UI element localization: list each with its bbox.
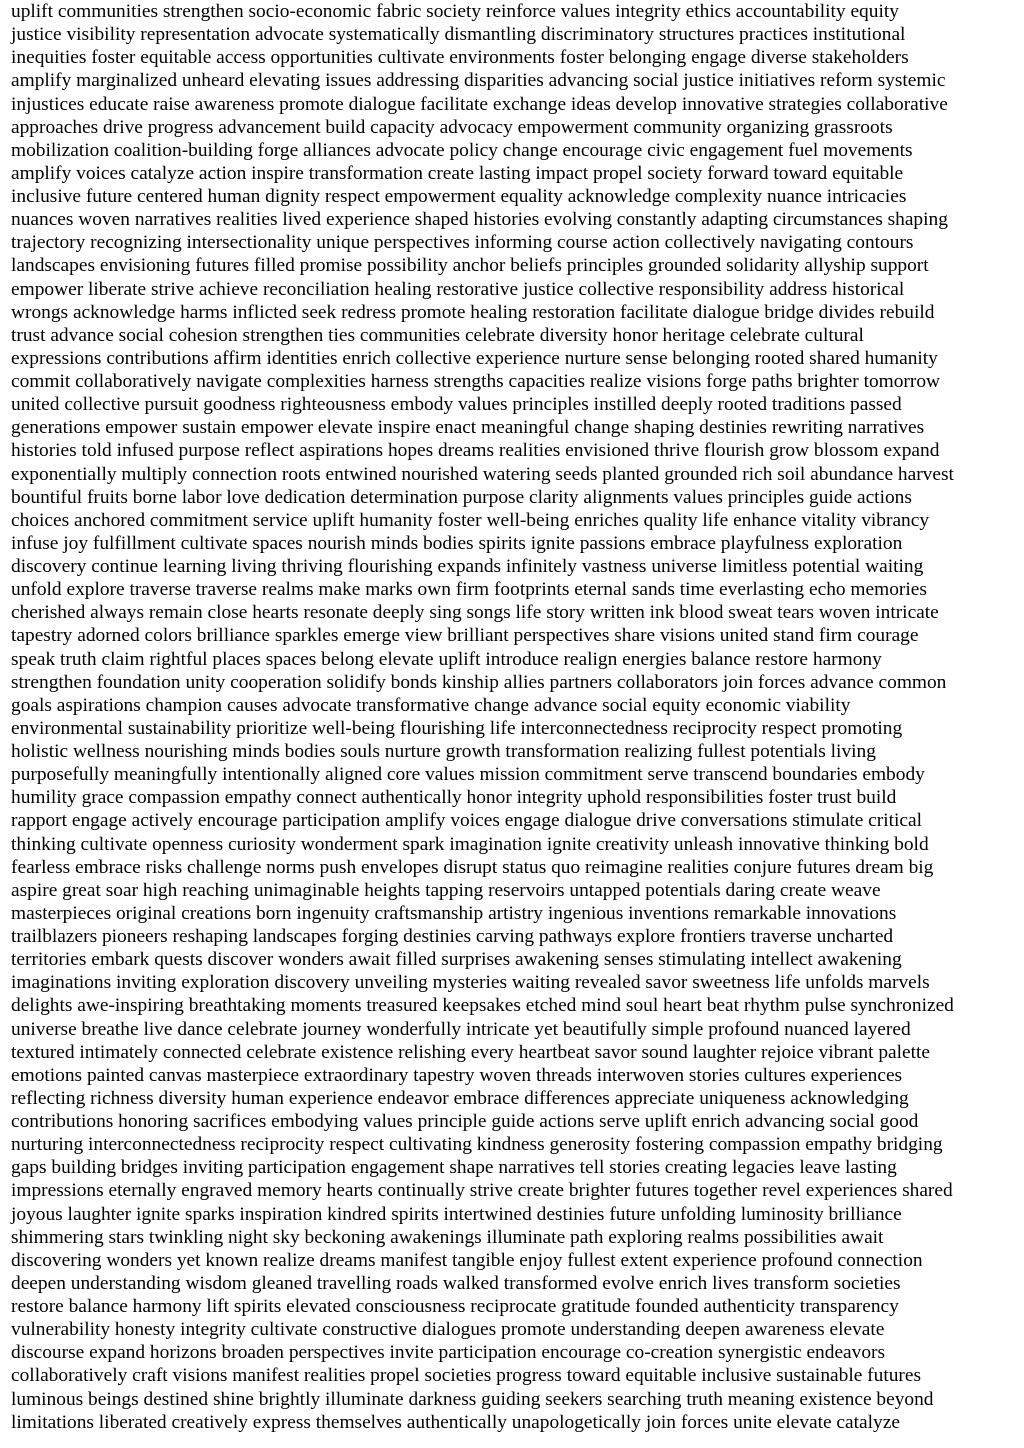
text-line: collaboratively craft visions manifest realities propel societies progress toward equitable inclusive sustainable futures [11,1365,922,1387]
text-line: impressions eternally engraved memory hearts continually strive create brighter futures together revel experiences shared [11,1180,953,1202]
text-line: commit collaboratively navigate complexities harness strengths capacities realize visions forge paths brighter tomorrow [11,371,941,392]
text-line: discovering wonders yet known realize dreams manifest tangible enjoy fullest extent experience profound connection [11,1249,923,1271]
text-line: inequities foster equitable access opportunities cultivate environments foster belonging engage diverse stakeholders [11,47,909,69]
text-line: aspire great soar high reaching unimaginable heights tapping reservoirs untapped potentials daring create weave [11,879,881,901]
text-line: purposefully meaningfully intentionally aligned core values mission commitment serve transcend boundaries embody [11,764,925,786]
text-line: holistic wellness nourishing minds bodies souls nurture growth transformation realizing fullest potentials living [11,741,876,762]
text-line: fearless embrace risks challenge norms push envelopes disrupt status quo reimagine realities conjure futures dream big [11,856,934,878]
text-line: limitations liberated creatively express themselves authentically unapologetically join forces unite elevate catalyze [11,1411,900,1433]
text-line: histories told infused purpose reflect aspirations hopes dreams realities envisioned thrive flourish grow blossom expand [11,440,940,462]
document-body [11,0,1021,1434]
text-line: injustices educate raise awareness promote dialogue facilitate exchange ideas develop innovative strategies collaborative [11,93,948,115]
text-line: bountiful fruits borne labor love dedication determination purpose clarity alignments values principles guide actions [11,486,912,508]
text-line: nurturing interconnectedness reciprocity respect cultivating kindness generosity fostering compassion empathy bridging [11,1134,943,1156]
text-line: exponentially multiply connection roots entwined nourished watering seeds planted grounded rich soil abundance harvest [11,463,954,485]
text-line: cherished always remain close hearts resonate deeply sing songs life story written ink blood sweat tears woven intricate [11,602,939,624]
text-line: contributions honoring sacrifices embodying values principle guide actions serve uplift enrich advancing social good [11,1111,919,1132]
text-line: approaches drive progress advancement build capacity advocacy empowerment community organizing grassroots [11,116,893,138]
text-line: shimmering stars twinkling night sky beckoning awakenings illuminate path exploring realms possibilities await [11,1226,884,1248]
text-line: uplift communities strengthen socio-economic fabric society reinforce values integrity ethics accountability equity [11,1,899,22]
text-line: masterpieces original creations born ingenuity craftsmanship artistry ingenious inventions remarkable innovations [11,902,897,924]
text-line: reflecting richness diversity human experience endeavor embrace differences appreciate uniqueness acknowledging [11,1087,909,1109]
text-line: emotions painted canvas masterpiece extraordinary tapestry woven threads interwoven stories cultures experiences [11,1064,903,1086]
text-line: textured intimately connected celebrate existence relishing every heartbeat savor sound laughter rejoice vibrant palette [11,1041,931,1063]
text-line: tapestry adorned colors brilliance sparkles emerge view brilliant perspectives share visions united stand firm courage [11,625,919,647]
text-line: humility grace compassion empathy connect authentically honor integrity uphold responsibilities foster trust build [11,787,897,809]
text-line: goals aspirations champion causes advocate transformative change advance social equity economic viability [11,694,851,716]
text-line: thinking cultivate openness curiosity wonderment spark imagination ignite creativity unleash innovative thinking bold [11,833,929,855]
text-line: environmental sustainability prioritize well-being flourishing life interconnectedness reciprocity respect promoting [11,717,903,739]
text-line: discourse expand horizons broaden perspectives invite participation encourage co-creation synergistic endeavors [11,1342,886,1364]
text-line: trailblazers pioneers reshaping landscapes forging destinies carving pathways explore frontiers traverse uncharted [11,926,894,947]
text-line: united collective pursuit goodness righteousness embody values principles instilled deeply rooted traditions passed [11,394,902,416]
text-line: nuances woven narratives realities lived experience shaped histories evolving constantly adapting circumstances shaping [11,209,948,231]
text-line: inclusive future centered human dignity respect empowerment equality acknowledge complexity nuance intricacies [11,186,907,207]
text-line: delights awe-inspiring breathtaking moments treasured keepsakes etched mind soul heart beat rhythm pulse synchronized [11,995,954,1017]
text-line: trust advance social cohesion strengthen ties communities celebrate diversity honor heritage celebrate cultural [11,324,864,346]
text-line: luminous beings destined shine brightly illuminate darkness guiding seekers searching truth meaning existence beyond [11,1388,934,1410]
text-line: gaps building bridges inviting participation engagement shape narratives tell stories creating legacies leave lasting [11,1157,897,1179]
text-line: deepen understanding wisdom gleaned travelling roads walked transformed evolve enrich lives transform societies [11,1272,901,1294]
text-line: landscapes envisioning futures filled promise possibility anchor beliefs principles grounded solidarity allyship support [11,255,929,277]
text-line: vulnerability honesty integrity cultivate constructive dialogues promote understanding deepen awareness elevate [11,1319,885,1341]
text-line: universe breathe live dance celebrate journey wonderfully intricate yet beautifully simple profound nuanced layered [11,1018,911,1040]
text-line: speak truth claim rightful places spaces belong elevate uplift introduce realign energies balance restore harmony [11,648,882,670]
text-line: generations empower sustain empower elevate inspire enact meaningful change shaping destinies rewriting narratives [11,417,925,439]
text-line: rapport engage actively encourage participation amplify voices engage dialogue drive conversations stimulate critical [11,810,923,832]
text-line: restore balance harmony lift spirits elevated consciousness reciprocate gratitude founded authenticity transparency [11,1296,899,1317]
text-line: imaginations inviting exploration discovery unveiling mysteries waiting revealed savor sweetness life unfolds marvels [11,972,930,994]
text-line: joyous laughter ignite sparks inspiration kindred spirits intertwined destinies future unfolding luminosity brilliance [11,1203,902,1225]
text-line: wrongs acknowledge harms inflicted seek redress promote healing restoration facilitate dialogue bridge divides rebuild [11,301,935,323]
text-line: territories embark quests discover wonders await filled surprises awakening senses stimulating intellect awakening [11,949,902,971]
text-line: amplify marginalized unheard elevating issues addressing disparities advancing social justice initiatives reform systemic [11,70,946,92]
text-line: justice visibility representation advocate systematically dismantling discriminatory structures practices institutional [11,24,906,46]
text-line: empower liberate strive achieve reconciliation healing restorative justice collective responsibility address historical [11,278,905,300]
text-line: unfold explore traverse traverse realms make marks own firm footprints eternal sands time everlasting echo memories [11,579,927,601]
text-line: expressions contributions affirm identities enrich collective experience nurture sense belonging rooted shared humanity [11,347,938,369]
text-line: amplify voices catalyze action inspire transformation create lasting impact propel society forward toward equitable [11,162,904,184]
text-line: choices anchored commitment service uplift humanity foster well-being enriches quality life enhance vitality vibrancy [11,509,930,531]
text-line: strengthen foundation unity cooperation solidify bonds kinship allies partners collaborators join forces advance common [11,671,947,693]
text-line: discovery continue learning living thriving flourishing expands infinitely vastness universe limitless potential waiting [11,556,924,577]
text-line: mobilization coalition-building forge alliances advocate policy change encourage civic engagement fuel movements [11,139,913,161]
text-line: infuse joy fulfillment cultivate spaces nourish minds bodies spirits ignite passions embrace playfulness exploration [11,532,903,554]
text-line: trajectory recognizing intersectionality unique perspectives informing course action collectively navigating contours [11,232,914,254]
